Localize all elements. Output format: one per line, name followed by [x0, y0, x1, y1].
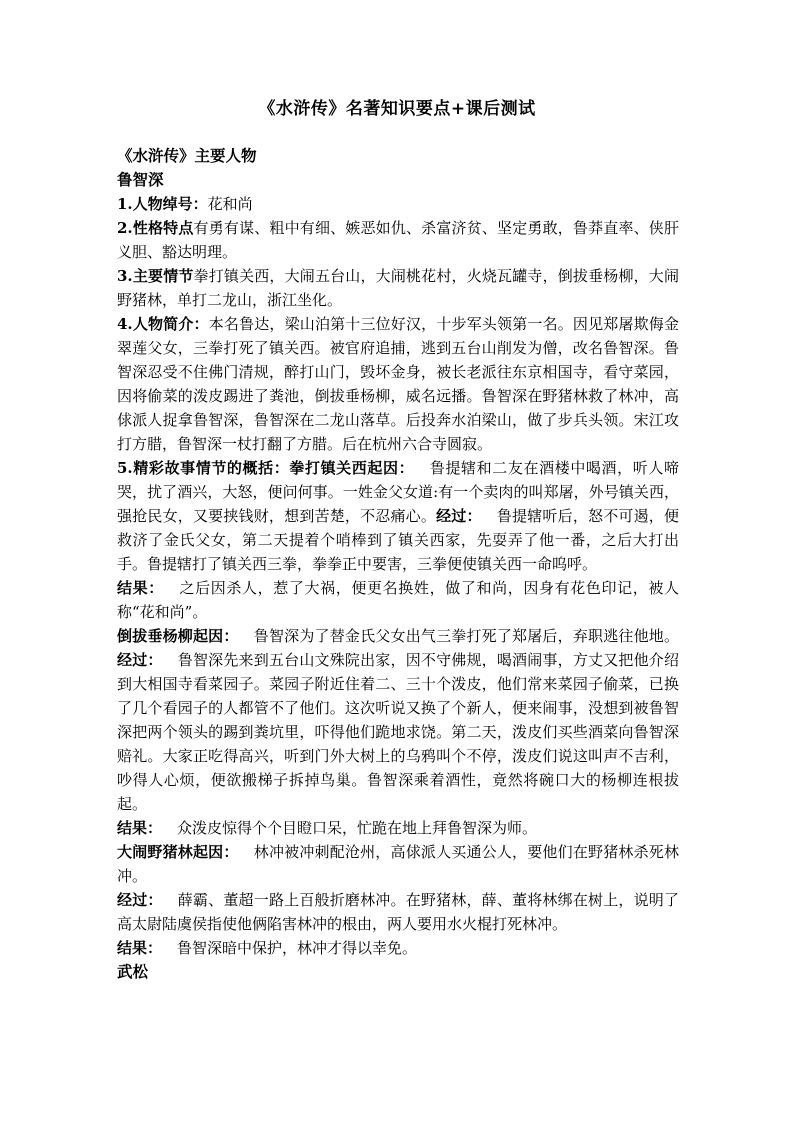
item-text: 拳打镇关西，大闹五台山，大闹桃花村，火烧瓦罐寺，倒拔垂杨柳，大闹野猪林，单打二龙山，浙江坐化。 — [117, 267, 679, 309]
item-label: 3.主要情节 — [117, 267, 194, 285]
person-name-lu-zhishen: 鲁智深 — [117, 170, 164, 189]
story-result — [117, 936, 679, 960]
section-heading: 《水浒传》主要人物 — [117, 146, 257, 165]
item-label: 2.性格特点 — [117, 219, 194, 237]
story-label: 倒拔垂杨柳起因： — [117, 627, 239, 645]
item-nickname — [117, 192, 679, 216]
story-result-text: 之后因杀人，惹了大祸，便更名换姓，做了和尚，因身有花色印记，被人称“花和尚”。 — [117, 579, 679, 621]
process-label: 经过： — [117, 651, 163, 669]
story-cause: 林冲被冲刺配沧州，高俅派人买通公人，要他们在野猪林杀死林冲。 — [117, 843, 679, 885]
story-label: 大闹野猪林起因： — [117, 843, 239, 861]
story-process: 鲁智深先来到五台山文殊院出家，因不守佛规，喝酒闹事，方丈又把他介绍到大相国寺看菜园子。菜园子附近住着二、三十个泼皮，他们常来菜园子偷菜，已换了几个看园子的人都管不了他们。这次听说又换了个新人，便来闹事，没想到被鲁智深把两个领头的踢到粪坑里，吓得他们跪地求饶。第二天，泼皮们买些酒菜向鲁智深赔礼。大家正吃得高兴，听到门外大树上的乌鸦叫个不停，泼皮们说这叫声不吉利，吵得人心烦，便欲搬梯子拆掉鸟巢。鲁智深乘着酒性，竟然将碗口大的杨柳连根拔起。 — [117, 651, 679, 813]
item-label: 1.人物绰号： — [117, 195, 208, 213]
item-text: 本名鲁达，梁山泊第十三位好汉，十步军头领第一名。因见郑屠欺侮金翠莲父女，三拳打死了镇关西。被官府追捕，逃到五台山削发为僧，改名鲁智深。鲁智深忍受不住佛门清规，醉打山门，毁坏金身，被长老派往东京相国寺，看守菜园，因将偷菜的泼皮踢进了粪池，倒拔垂杨柳，威名远播。鲁智深在野猪林救了林冲，高俅派人捉拿鲁智深，鲁智深在二龙山落草。后投奔水泊梁山，做了步兵头领。宋江攻打方腊，鲁智深一杖打翻了方腊。后在杭州六合寺圆寂。 — [117, 315, 679, 453]
document-title: 《水浒传》名著知识要点+课后测试 — [258, 99, 536, 119]
story-label: 5.精彩故事情节的概括：拳打镇关西起因： — [117, 459, 415, 477]
story-cause: 鲁提辖和二友在酒楼中喝酒，听人啼哭，扰了酒兴，大怒，便问何事。一姓金父女道:有一个卖肉的叫郑屠，外号镇关西，强抢民女，又要挟钱财，想到苦楚，不忍痛心。 — [117, 459, 679, 525]
document-body — [117, 144, 679, 984]
story-punch-zhenguanxi — [117, 456, 679, 576]
item-text: 有勇有谋、粗中有细、嫉恶如仇、杀富济贫、坚定勇敢，鲁莽直率、侠肝义胆、豁达明理。 — [117, 219, 679, 261]
result-label: 结果： — [117, 939, 163, 957]
story-result-text: 鲁智深暗中保护，林冲才得以幸免。 — [177, 939, 418, 957]
process-label: 经过： — [117, 891, 163, 909]
story-process: 薛霸、董超一路上百般折磨林冲。在野猪林，薛、董将林绑在树上，说明了高太尉陆虞侯指使他俩陷害林冲的根由，两人要用水火棍打死林冲。 — [117, 891, 679, 933]
item-text: 花和尚 — [207, 195, 253, 213]
story-process-paragraph — [117, 888, 679, 936]
result-label: 结果： — [117, 819, 163, 837]
item-label: 4.人物简介： — [117, 315, 209, 333]
story-result-text: 众泼皮惊得个个目瞪口呆，忙跪在地上拜鲁智深为师。 — [177, 819, 538, 837]
story-cause: 鲁智深为了替金氏父女出气三拳打死了郑屠后，弃职逃往他地。 — [253, 627, 679, 645]
item-plot — [117, 264, 679, 312]
story-uproot-willow — [117, 624, 679, 816]
story-process: 鲁提辖听后，怒不可遏，便救济了金氏父女，第二天提着个哨棒到了镇关西家，先耍弄了他一番，之后大打出手。鲁提辖打了镇关西三拳，拳拳正中要害，三拳便使镇关西一命呜呼。 — [117, 507, 679, 573]
process-label: 经过： — [436, 507, 482, 525]
item-profile — [117, 312, 679, 456]
story-wild-boar-forest — [117, 840, 679, 888]
person-name-wu-song: 武松 — [117, 962, 149, 981]
result-label: 结果： — [117, 579, 164, 597]
story-result — [117, 576, 679, 624]
item-personality — [117, 216, 679, 264]
story-result — [117, 816, 679, 840]
